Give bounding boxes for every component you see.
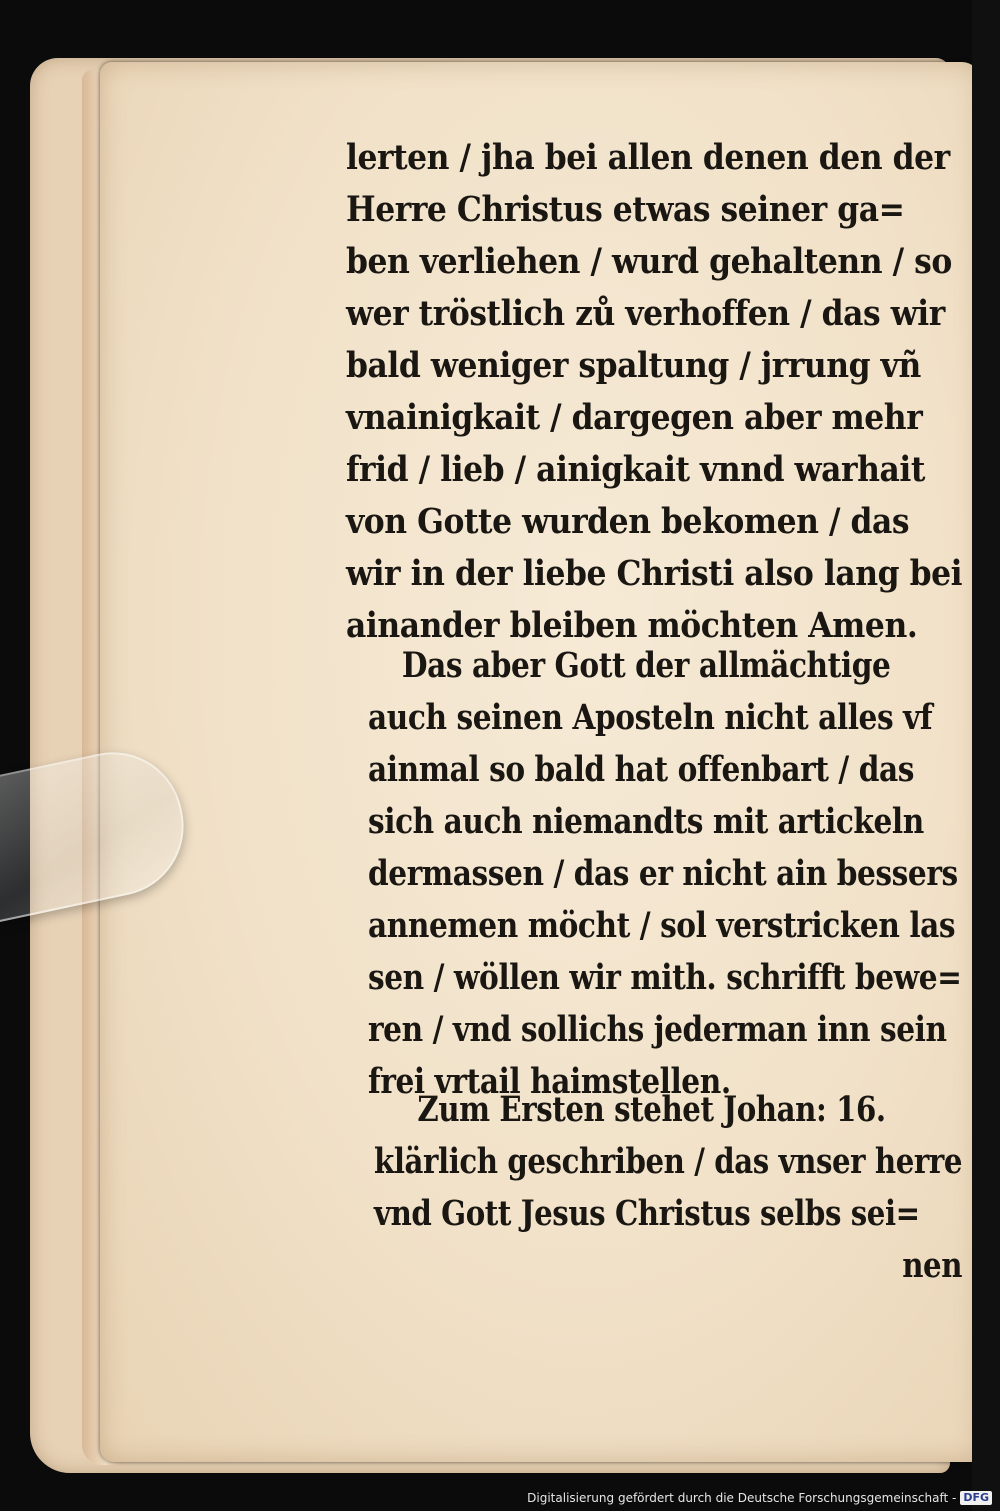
paragraph-3 [374,1084,962,1292]
text-line: Das aber Gott der allmächtige [401,645,891,686]
text-line: sen / wöllen wir mith. schrifft bewe= [368,957,962,998]
paragraph-2 [368,640,961,1108]
text-line: sich auch niemandts mit artickeln [368,801,924,842]
text-line: ainmal so bald hat offenbart / das [368,749,914,790]
text-line: vnd Gott Jesus Christus selbs sei= [374,1193,920,1234]
text-line: Herre Christus etwas seiner ga= [346,189,905,230]
text-line: wer tröstlich zů verhoffen / das wir [346,293,945,334]
text-line: bald weniger spaltung / jrrung vñ [346,345,921,386]
text-line: auch seinen Aposteln nicht alles vf [368,697,933,738]
digitization-footer [527,1489,992,1507]
catchword: nen [902,1245,963,1286]
text-line: ainander bleiben möchten Amen. [346,605,918,646]
paragraph-1 [346,132,962,652]
dfg-logo-icon: DFG [960,1491,992,1505]
text-line: Zum Ersten stehet Johan: 16. [417,1089,886,1130]
text-line: annemen möcht / sol verstricken las [368,905,956,946]
text-line: frei vrtail haimstellen. [368,1061,731,1102]
footer-credit-text: Digitalisierung gefördert durch die Deutsche Forschungsgemeinschaft - [527,1491,957,1505]
text-line: dermassen / das er nicht ain bessers [368,853,958,894]
text-line: vnainigkait / dargegen aber mehr [346,397,923,438]
text-line: ren / vnd sollichs jederman inn sein [368,1009,947,1050]
text-line: frid / lieb / ainigkait vnnd warhait [346,449,925,490]
text-line: ben verliehen / wurd gehaltenn / so [346,241,952,282]
text-line: von Gotte wurden bekomen / das [346,501,910,542]
text-line: wir in der liebe Christi also lang bei [346,553,963,594]
text-line: klärlich geschriben / das vnser herre [374,1141,963,1182]
scan-background-edge [972,0,1000,1511]
text-line: lerten / jha bei allen denen den der [346,137,950,178]
